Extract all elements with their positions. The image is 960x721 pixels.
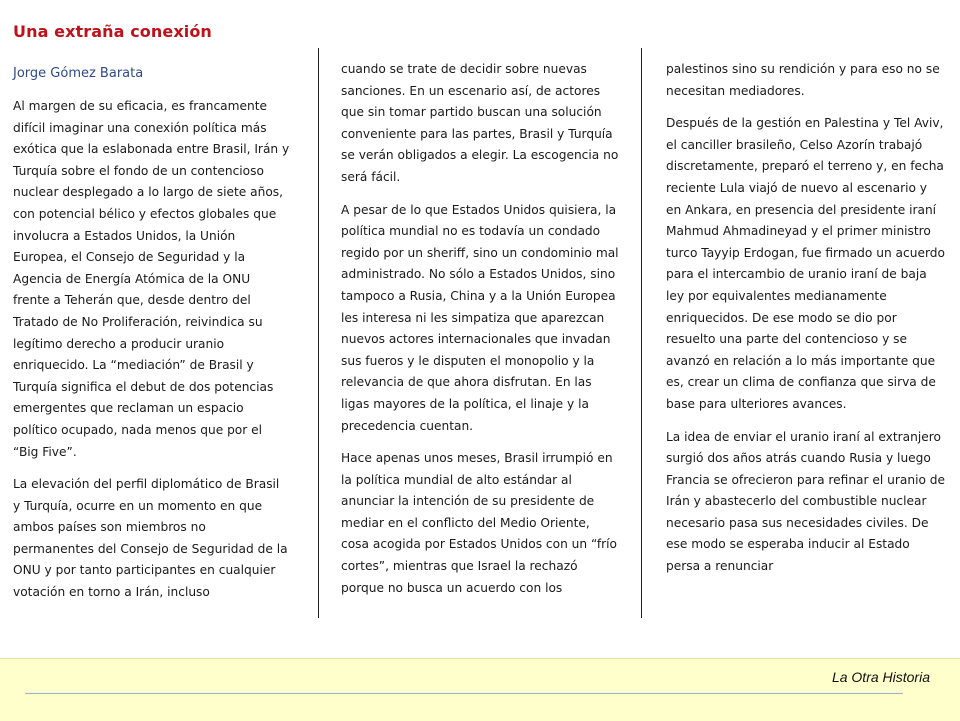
text-column-1: [13, 96, 290, 615]
paragraph: A pesar de lo que Estados Unidos quisiera, la política mundial no es todavía un condado regido por un sheriff, sino un condominio mal administrado. No sólo a Estados Unidos, sino tampoco a Rusia, China y a la Unión Europea les interesa ni les simpatiza que aparezcan nuevos actores internacionales que invadan sus fueros y le disputen el monopolio y la relevancia de que ahora disfrutan. En las ligas mayores de la política, el linaje y la precedencia cuentan.: [341, 202, 619, 433]
text-column-2: [341, 59, 621, 610]
paragraph: cuando se trate de decidir sobre nuevas sanciones. En un escenario así, de actores que sin tomar partido buscan una solución conveniente para las partes, Brasil y Turquía se verán obligados a elegir. La escogencia no será fácil.: [341, 62, 619, 184]
column-divider: [318, 48, 319, 618]
article-author: Jorge Gómez Barata: [13, 66, 144, 81]
paragraph: La idea de enviar el uranio iraní al extranjero surgió dos años atrás cuando Rusia y luego Francia se ofrecieron para refinar el uranio de Irán y abastecerlo del combustible nuclear necesario pasa sus necesidades civiles. De ese modo se esperaba inducir al Estado persa a renunciar: [666, 429, 946, 574]
article-title: Una extraña conexión: [13, 22, 212, 41]
paragraph: Al margen de su eficacia, es francamente difícil imaginar una conexión política más exótica que la eslabonada entre Brasil, Irán y Turquía sobre el fondo de un contencioso nuclear desplegado a lo largo de siete años, con potencial bélico y efectos globales que involucra a Estados Unidos, la Unión Europea, el Consejo de Seguridad y la Agencia de Energía Atómica de la ONU frente a Teherán que, desde dentro del Tratado de No Proliferación, reivindica su legítimo derecho a producir uranio enriquecido. La “mediación” de Brasil y Turquía significa el debut de dos potencias emergentes que reclaman un espacio político ocupado, nada menos que por el “Big Five”.: [13, 99, 290, 459]
column-divider: [641, 48, 642, 618]
paragraph: La elevación del perfil diplomático de Brasil y Turquía, ocurre en un momento en que ambos países son miembros no permanentes del Consejo de Seguridad de la ONU y por tanto participantes en cualquier votación en torno a Irán, incluso: [13, 477, 288, 600]
paragraph: Después de la gestión en Palestina y Tel Aviv, el canciller brasileño, Celso Azorín trabajó discretamente, preparó el terreno y, en fecha reciente Lula viajó de nuevo al escenario y en Ankara, en presencia del presidente iraní Mahmud Ahmadineyad y el primer ministro turco Tayyip Erdogan, fue firmado un acuerdo para el intercambio de uranio iraní de baja ley por equivalentes medianamente enriquecidos. De ese modo se dio por resuelto una parte del contencioso y se avanzó en relación a lo más importante que es, crear un clima de confianza que sirva de base para ulteriores avances.: [666, 116, 945, 411]
paragraph: Hace apenas unos meses, Brasil irrumpió en la política mundial de alto estándar al anunciar la intención de su presidente de mediar en el conflicto del Medio Oriente, cosa acogida por Estados Unidos con un “frío cortes”, mientras que Israel la rechazó porque no busca un acuerdo con los: [341, 451, 618, 595]
footer-label: La Otra Historia: [831, 669, 930, 685]
footer-bar: [0, 658, 960, 721]
text-column-3: [666, 59, 946, 589]
paragraph: palestinos sino su rendición y para eso no se necesitan mediadores.: [666, 62, 940, 98]
footer-rule: [25, 693, 903, 694]
